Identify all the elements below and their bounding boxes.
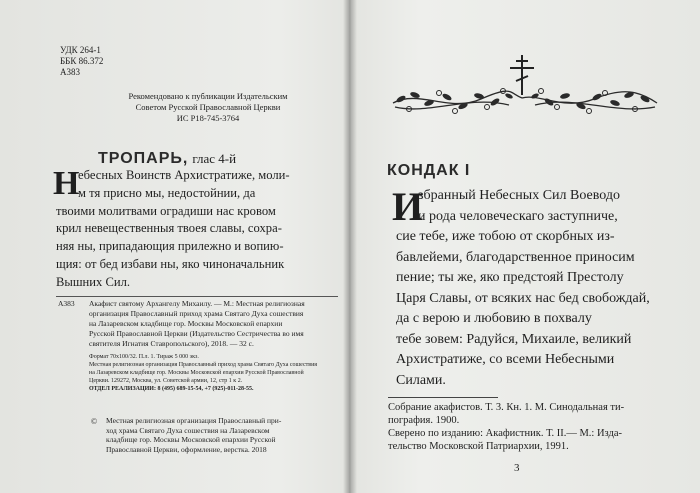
tropar-line: крил невещественныя твоея славы, сохра- [56, 221, 282, 236]
page-number: 3 [514, 462, 520, 474]
source-line: тельство Московской Патриархии, 1991. [388, 441, 569, 452]
divider [388, 397, 498, 398]
imprint-line: Местная религиозная организация Православный приход храма Святаго Духа сошествия [89, 362, 318, 368]
left-page [0, 0, 349, 493]
biblio-line: на Лазаревском кладбище гор. Москвы Московской епархии [89, 319, 283, 328]
recommendation-block [96, 91, 320, 124]
kondak-line: Архистратиже, со всеми Небесными [396, 352, 615, 367]
tropar-tone: глас 4-й [192, 151, 237, 166]
author-mark-line: А383 [60, 67, 80, 77]
recommendation-line: ИС Р18-745-3764 [176, 113, 240, 123]
tropar-heading [98, 150, 236, 168]
source-line: пография. 1900. [388, 415, 460, 426]
tropar-line: м тя присно мы, недостойнии, да [78, 185, 256, 200]
tropar-line: ебесных Воинств Архистратиже, моли- [78, 168, 290, 182]
source-line: Сверено по изданию: Акафистник. Т. II.— М.: Изда- [388, 428, 623, 439]
tropar-line: Вышних Сил. [56, 274, 131, 289]
copyright-icon: © [91, 417, 98, 426]
kondak-line: бавлейеми, благодарственное приносим [396, 249, 635, 265]
tropar-title: ТРОПАРЬ, [98, 150, 189, 167]
imprint-line: на Лазаревском кладбище гор. Москвы Московской епархии Русской Православной [89, 370, 304, 376]
kondak-line: Царя Славы, от всяких нас бед свобождай, [396, 290, 650, 306]
biblio-line: святителя Игнатия Ставропольского), 2018. — 32 с. [89, 339, 254, 348]
kondak-line: Силами. [396, 372, 446, 388]
kondak-line: да с верою и любовию в похвалу [396, 311, 592, 326]
imprint-sales-line: ОТДЕЛ РЕАЛИЗАЦИИ: 8 (495) 689-15-54, +7 (925)-011-28-55. [89, 386, 254, 392]
kondak-line: тебе зовем: Радуйся, Михаиле, великий [396, 331, 632, 347]
kondak-line: пение; ты же, яко предстояй Престолу [396, 270, 624, 285]
bbk-line: ББК 86.372 [60, 56, 104, 66]
biblio-line: Русской Православной Церкви (Издательство Сестричества во имя [89, 329, 304, 338]
kondak-title: КОНДАК I [387, 162, 471, 179]
tropar-dropcap: Н [53, 165, 80, 202]
imprint-line: Формат 70х100/32. П.л. 1. Тираж 5 000 экз. [89, 354, 199, 360]
tropar-line: твоими молитвами оградиши нас кровом [56, 203, 276, 218]
udc-line: УДК 264-1 [60, 45, 101, 55]
copyright-block [106, 416, 332, 454]
udc-block [60, 45, 103, 78]
biblio-code: А383 [58, 299, 75, 308]
bibliographic-record [89, 299, 339, 349]
cross-floral-ornament-icon [389, 51, 661, 123]
copyright-line: ход храма Святаго Духа сошествия на Лазаревском [106, 425, 270, 435]
tropar-text [56, 167, 342, 292]
biblio-line: организация Православный приход храма Святаго Духа сошествия [89, 309, 304, 318]
copyright-line: Православной Церкви, оформление, верстка. 2018 [106, 444, 267, 454]
tropar-line: няя ны, припадающия прилежно и вопию- [56, 239, 284, 254]
tropar-line: щия: от бед избави ны, яко чиноначальник [56, 256, 285, 271]
imprint-block [89, 353, 341, 393]
biblio-line: Акафист святому Архангелу Михаилу. — М.: Местная религиозная [89, 299, 305, 308]
kondak-line: и рода человеческаго заступниче, [418, 208, 618, 224]
source-line: Собрание акафистов. Т. 3. Кн. 1. М. Синодальная ти- [388, 402, 625, 413]
book-gutter [343, 0, 357, 493]
copyright-line: Местная религиозная организация Православный при- [106, 416, 282, 425]
recommendation-line: Рекомендовано к публикации Издательским [128, 91, 288, 101]
divider [56, 296, 338, 297]
kondak-line: збранный Небесных Сил Воеводо [418, 188, 620, 203]
kondak-dropcap: И [392, 184, 424, 229]
kondak-text [396, 186, 666, 391]
copyright-line: кладбище гор. Москвы Московской епархии Русской [106, 435, 276, 444]
source-note [388, 401, 658, 453]
imprint-line: Церкви. 129272, Москва, ул. Советской армии, 12, стр 1 к 2. [89, 378, 243, 384]
kondak-line: сие тебе, иже тобою от скорбных из- [396, 229, 615, 244]
recommendation-line: Советом Русской Православной Церкви [135, 102, 281, 112]
